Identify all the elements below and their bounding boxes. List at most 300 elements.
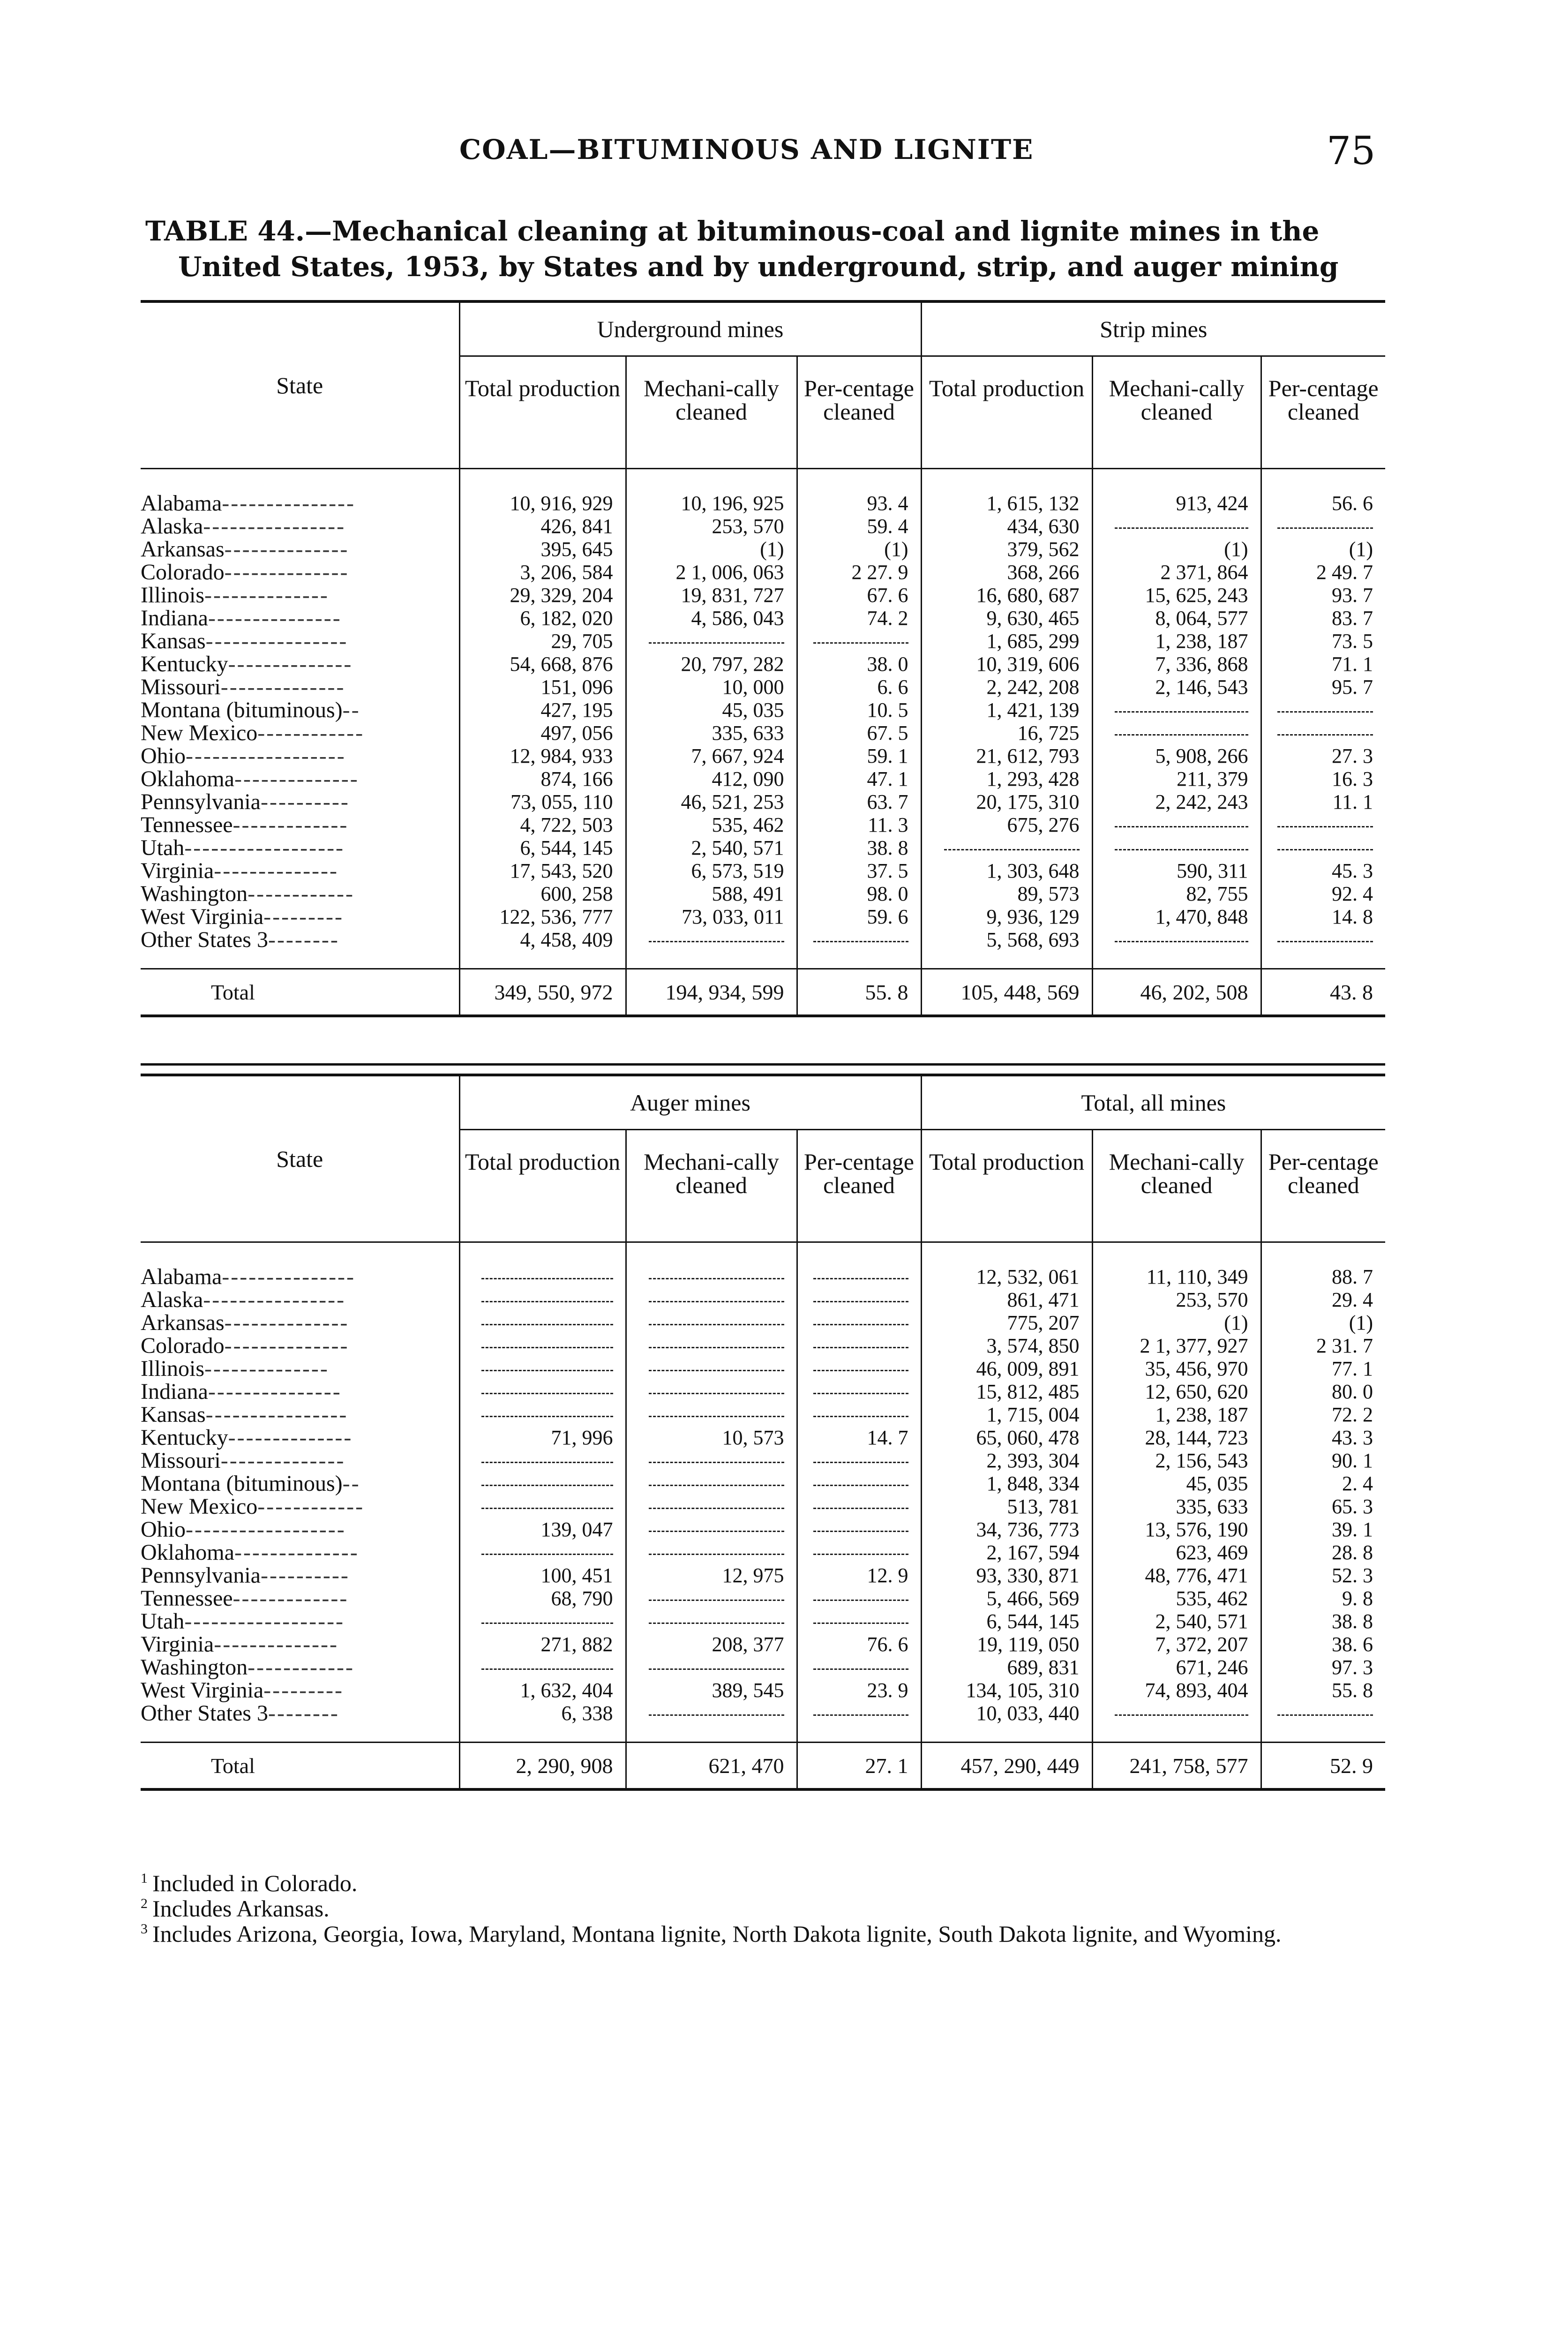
table-row <box>141 1656 1385 1679</box>
empty-dash <box>649 1554 784 1555</box>
state-label: Pennsylvania <box>141 789 261 814</box>
table-row <box>141 607 1385 630</box>
col-mechanically-cleaned: Mechani-cally cleaned <box>1092 356 1261 469</box>
empty-dash <box>649 1324 784 1325</box>
data-cell <box>626 1587 797 1610</box>
table-row <box>141 813 1385 836</box>
data-cell: 5, 908, 266 <box>1092 744 1261 767</box>
data-cell: 37. 5 <box>797 859 921 882</box>
data-cell <box>797 1656 921 1679</box>
state-label: Ohio <box>141 744 186 768</box>
data-cell: 93. 7 <box>1332 584 1373 607</box>
data-cell: 6, 182, 020 <box>459 607 626 630</box>
table-row <box>141 1380 1385 1403</box>
data-cell <box>626 1311 797 1334</box>
data-cell: 2 27. 9 <box>797 561 921 584</box>
empty-dash <box>1115 734 1248 736</box>
data-cell: 29. 4 <box>1332 1288 1373 1311</box>
col-mechanically-cleaned: Mechani-cally cleaned <box>626 356 797 469</box>
data-cell: 1, 293, 428 <box>921 767 1092 790</box>
data-cell <box>626 1472 797 1495</box>
data-cell <box>459 1472 626 1495</box>
total-row <box>141 1743 1385 1790</box>
state-name <box>141 630 459 653</box>
data-cell <box>1092 928 1261 969</box>
state-name <box>141 1311 459 1334</box>
data-cell: 10. 5 <box>797 699 921 721</box>
data-cell <box>797 1403 921 1426</box>
empty-dash <box>813 1714 908 1716</box>
data-cell: 43. 3 <box>1332 1426 1373 1449</box>
table-row <box>141 744 1385 767</box>
data-cell: 389, 545 <box>626 1679 797 1702</box>
dot-leader: -------- <box>268 1701 339 1726</box>
data-cell: 100, 451 <box>459 1564 626 1587</box>
data-cell: 2 1, 377, 927 <box>1092 1334 1261 1357</box>
table-row <box>141 767 1385 790</box>
col-total-production: Total production <box>459 1130 626 1242</box>
state-label: Kentucky <box>141 1425 228 1450</box>
table-row <box>141 1702 1385 1743</box>
data-cell: (1) <box>1349 538 1373 561</box>
data-cell: 2. 4 <box>1342 1472 1373 1495</box>
table-row <box>141 469 1385 515</box>
data-cell: 59. 4 <box>797 515 921 538</box>
state-name <box>141 699 459 721</box>
data-cell: 368, 266 <box>921 561 1092 584</box>
data-cell: 46, 009, 891 <box>921 1357 1092 1380</box>
table-row <box>141 515 1385 538</box>
footnote <box>141 1896 1388 1921</box>
strip-mines-header: Strip mines <box>921 301 1385 356</box>
auger-mines-header: Auger mines <box>459 1075 921 1130</box>
table-row <box>141 584 1385 607</box>
state-name <box>141 1403 459 1426</box>
col-percentage-cleaned: Per-centage cleaned <box>797 1130 921 1242</box>
data-cell: 93, 330, 871 <box>921 1564 1092 1587</box>
data-cell: 59. 6 <box>797 905 921 928</box>
data-cell: 23. 9 <box>797 1679 921 1702</box>
empty-dash <box>813 1370 908 1371</box>
data-cell <box>1261 813 1385 836</box>
table-row <box>141 1311 1385 1334</box>
data-cell: 134, 105, 310 <box>921 1679 1092 1702</box>
dot-leader: ------------ <box>248 881 354 906</box>
footnotes <box>141 1871 1388 1946</box>
col-total-production: Total production <box>921 1130 1092 1242</box>
empty-dash <box>649 1462 784 1463</box>
total-cell: 27. 1 <box>797 1743 921 1790</box>
data-cell: 7, 372, 207 <box>1092 1633 1261 1656</box>
data-cell <box>459 1656 626 1679</box>
data-cell: 19, 119, 050 <box>921 1633 1092 1656</box>
data-cell: 35, 456, 970 <box>1092 1357 1261 1380</box>
col-total-production: Total production <box>459 356 626 469</box>
state-name <box>141 836 459 859</box>
state-name <box>141 1426 459 1449</box>
dot-leader: --------------- <box>208 1379 342 1404</box>
data-cell <box>1092 836 1261 859</box>
empty-dash <box>813 1600 908 1601</box>
data-cell <box>797 1449 921 1472</box>
data-cell: 8, 064, 577 <box>1092 607 1261 630</box>
empty-dash <box>1115 941 1248 942</box>
data-cell <box>797 1334 921 1357</box>
footnote <box>141 1921 1388 1946</box>
total-cell: 43. 8 <box>1261 969 1385 1016</box>
data-cell: 588, 491 <box>626 882 797 905</box>
table-row <box>141 1541 1385 1564</box>
table-row <box>141 699 1385 721</box>
footnote-text: Includes Arizona, Georgia, Iowa, Maryland, Montana lignite, North Dakota lignite, South Dakota lignite, and Wyoming. <box>152 1921 1282 1947</box>
state-name <box>141 744 459 767</box>
table-row <box>141 1334 1385 1357</box>
col-total-production: Total production <box>921 356 1092 469</box>
total-cell: 241, 758, 577 <box>1092 1743 1261 1790</box>
data-cell: 623, 469 <box>1092 1541 1261 1564</box>
dot-leader: -------------- <box>220 1448 345 1473</box>
state-label: Illinois <box>141 1356 205 1381</box>
table-row <box>141 1518 1385 1541</box>
data-cell: 98. 0 <box>797 882 921 905</box>
empty-dash <box>649 642 784 644</box>
empty-dash <box>1115 826 1248 827</box>
empty-dash <box>813 1324 908 1325</box>
total-cell: 194, 934, 599 <box>626 969 797 1016</box>
empty-dash <box>813 1531 908 1532</box>
table-row <box>141 676 1385 699</box>
underground-mines-header: Underground mines <box>459 301 921 356</box>
data-cell: 82, 755 <box>1092 882 1261 905</box>
empty-dash <box>1115 711 1248 713</box>
table-row <box>141 1426 1385 1449</box>
total-all-mines-header: Total, all mines <box>921 1075 1385 1130</box>
data-cell: 68, 790 <box>459 1587 626 1610</box>
data-cell: 1, 615, 132 <box>921 469 1092 515</box>
empty-dash <box>481 1485 613 1486</box>
data-cell: 88. 7 <box>1332 1265 1373 1288</box>
total-cell: 2, 290, 908 <box>459 1743 626 1790</box>
data-cell: 2, 242, 208 <box>921 676 1092 699</box>
data-cell <box>626 1610 797 1633</box>
table-row <box>141 1449 1385 1472</box>
data-cell: 2, 242, 243 <box>1092 790 1261 813</box>
data-cell: 6. 6 <box>797 676 921 699</box>
data-cell: 15, 812, 485 <box>921 1380 1092 1403</box>
data-cell: 253, 570 <box>1092 1288 1261 1311</box>
data-cell: 513, 781 <box>921 1495 1092 1518</box>
data-cell <box>797 1610 921 1633</box>
state-label: Missouri <box>141 675 221 699</box>
table-row <box>141 1587 1385 1610</box>
state-label: New Mexico <box>141 721 258 745</box>
dot-leader: --------------- <box>222 1264 356 1289</box>
data-cell <box>459 1610 626 1633</box>
state-label: Indiana <box>141 606 208 631</box>
table-caption <box>145 213 1392 285</box>
data-cell <box>459 1449 626 1472</box>
dot-leader: -------------- <box>224 1333 349 1358</box>
data-cell <box>797 1587 921 1610</box>
table-row <box>141 653 1385 676</box>
state-name <box>141 1334 459 1357</box>
data-cell <box>1092 721 1261 744</box>
data-cell <box>797 1242 921 1289</box>
state-label: Alaska <box>141 514 203 539</box>
dot-leader: ------------- <box>233 812 349 837</box>
state-label: Ohio <box>141 1517 186 1542</box>
total-cell: 457, 290, 449 <box>921 1743 1092 1790</box>
dot-leader: -------------- <box>234 1540 359 1565</box>
data-cell <box>626 1656 797 1679</box>
data-cell: 2, 393, 304 <box>921 1449 1092 1472</box>
data-cell: 379, 562 <box>921 538 1092 561</box>
data-cell: 63. 7 <box>797 790 921 813</box>
data-cell <box>1261 928 1385 969</box>
col-mechanically-cleaned: Mechani-cally cleaned <box>1092 1130 1261 1242</box>
data-cell: 71, 996 <box>459 1426 626 1449</box>
empty-dash <box>649 1531 784 1532</box>
table-row <box>141 1495 1385 1518</box>
data-cell <box>797 1357 921 1380</box>
empty-dash <box>649 1508 784 1509</box>
state-name <box>141 1564 459 1587</box>
state-name <box>141 882 459 905</box>
data-cell <box>797 1518 921 1541</box>
empty-dash <box>649 1623 784 1624</box>
data-cell: 6, 544, 145 <box>921 1610 1092 1633</box>
empty-dash <box>481 1416 613 1417</box>
data-cell <box>626 1242 797 1289</box>
data-cell: 48, 776, 471 <box>1092 1564 1261 1587</box>
state-label: Washington <box>141 1655 248 1680</box>
table-row <box>141 928 1385 969</box>
table-row <box>141 1633 1385 1656</box>
data-cell: 1, 238, 187 <box>1092 630 1261 653</box>
state-name <box>141 859 459 882</box>
data-cell <box>797 1288 921 1311</box>
col-percentage-cleaned: Per-centage cleaned <box>1261 1130 1385 1242</box>
data-cell: 689, 831 <box>921 1656 1092 1679</box>
table-row <box>141 1564 1385 1587</box>
data-cell: 2 31. 7 <box>1316 1334 1373 1357</box>
data-cell <box>459 1288 626 1311</box>
data-cell: 46, 521, 253 <box>626 790 797 813</box>
empty-dash <box>481 1668 613 1670</box>
data-cell: (1) <box>626 538 797 561</box>
data-cell: 90. 1 <box>1332 1449 1373 1472</box>
data-cell: 434, 630 <box>921 515 1092 538</box>
total-cell: 46, 202, 508 <box>1092 969 1261 1016</box>
data-cell: 335, 633 <box>1092 1495 1261 1518</box>
data-cell: 1, 421, 139 <box>921 699 1092 721</box>
empty-dash <box>1277 941 1373 942</box>
data-cell <box>626 1357 797 1380</box>
empty-dash <box>1277 1714 1373 1716</box>
data-cell: 19, 831, 727 <box>626 584 797 607</box>
total-label: Total <box>141 969 459 1016</box>
empty-dash <box>481 1324 613 1325</box>
data-cell: 38. 6 <box>1332 1633 1373 1656</box>
footnote-mark: 1 <box>141 1871 148 1886</box>
section-divider <box>141 1063 1385 1066</box>
data-cell <box>797 1495 921 1518</box>
state-label: Kansas <box>141 629 206 654</box>
table-row <box>141 905 1385 928</box>
dot-leader: -------------- <box>204 1356 329 1381</box>
dot-leader: -------------- <box>220 675 345 699</box>
data-cell: 74, 893, 404 <box>1092 1679 1261 1702</box>
data-cell: 412, 090 <box>626 767 797 790</box>
data-cell: 10, 033, 440 <box>921 1702 1092 1743</box>
data-cell <box>626 1702 797 1743</box>
data-cell: 95. 7 <box>1332 676 1373 699</box>
data-cell <box>626 928 797 969</box>
data-cell: 74. 2 <box>797 607 921 630</box>
data-cell: 38. 8 <box>797 836 921 859</box>
table-row <box>141 836 1385 859</box>
state-name <box>141 905 459 928</box>
table-part-1 <box>141 300 1385 1017</box>
empty-dash <box>649 1485 784 1486</box>
data-cell: 38. 0 <box>797 653 921 676</box>
data-cell <box>1092 515 1261 538</box>
data-cell: 29, 329, 204 <box>459 584 626 607</box>
data-cell: 395, 645 <box>459 538 626 561</box>
data-cell: 10, 319, 606 <box>921 653 1092 676</box>
data-cell: 45, 035 <box>1092 1472 1261 1495</box>
empty-dash <box>813 1485 908 1486</box>
dot-leader: ---------------- <box>203 1287 346 1312</box>
data-cell <box>797 1472 921 1495</box>
dot-leader: --------- <box>263 1678 344 1703</box>
data-cell: 20, 797, 282 <box>626 653 797 676</box>
table-row <box>141 1403 1385 1426</box>
empty-dash <box>813 1623 908 1624</box>
data-cell: 10, 916, 929 <box>459 469 626 515</box>
data-cell: (1) <box>1092 1311 1261 1334</box>
data-cell: 2, 540, 571 <box>1092 1610 1261 1633</box>
total-row <box>141 969 1385 1016</box>
empty-dash <box>813 1393 908 1394</box>
data-cell: 34, 736, 773 <box>921 1518 1092 1541</box>
data-cell <box>459 1541 626 1564</box>
data-cell: 1, 848, 334 <box>921 1472 1092 1495</box>
data-cell <box>1261 515 1385 538</box>
data-cell: 12, 650, 620 <box>1092 1380 1261 1403</box>
state-label: Other States 3 <box>141 927 268 952</box>
col-percentage-cleaned: Per-centage cleaned <box>1261 356 1385 469</box>
state-label: West Virginia <box>141 904 264 929</box>
dot-leader: --------- <box>263 904 344 929</box>
data-cell: 12, 975 <box>626 1564 797 1587</box>
data-cell: 47. 1 <box>797 767 921 790</box>
data-cell: 14. 7 <box>797 1426 921 1449</box>
state-name <box>141 561 459 584</box>
table-row <box>141 721 1385 744</box>
data-cell <box>459 1242 626 1289</box>
footnote <box>141 1871 1388 1896</box>
dot-leader: ------------------ <box>184 1609 345 1634</box>
data-cell: 335, 633 <box>626 721 797 744</box>
empty-dash <box>1115 849 1248 850</box>
dot-leader: -------------- <box>234 766 359 791</box>
state-name <box>141 721 459 744</box>
empty-dash <box>813 1301 908 1302</box>
data-cell: 7, 667, 924 <box>626 744 797 767</box>
data-cell: 2, 540, 571 <box>626 836 797 859</box>
state-name <box>141 584 459 607</box>
data-cell: 427, 195 <box>459 699 626 721</box>
data-cell: 874, 166 <box>459 767 626 790</box>
empty-dash <box>1115 527 1248 529</box>
state-name <box>141 767 459 790</box>
state-label: Kentucky <box>141 652 228 676</box>
state-label: Tennessee <box>141 1586 233 1611</box>
state-label: Virginia <box>141 858 214 883</box>
dot-leader: ---------------- <box>205 629 348 654</box>
data-cell: 6, 544, 145 <box>459 836 626 859</box>
data-cell: 29, 705 <box>459 630 626 653</box>
empty-dash <box>481 1393 613 1394</box>
data-cell: 253, 570 <box>626 515 797 538</box>
data-cell <box>459 1403 626 1426</box>
total-cell: 52. 9 <box>1261 1743 1385 1790</box>
state-label: Alabama <box>141 491 222 516</box>
state-label: Indiana <box>141 1379 208 1404</box>
state-label: Pennsylvania <box>141 1563 261 1588</box>
dot-leader: -------------- <box>204 583 329 608</box>
empty-dash <box>649 941 784 942</box>
data-cell: 27. 3 <box>1332 744 1373 767</box>
data-cell: 1, 685, 299 <box>921 630 1092 653</box>
data-cell: 590, 311 <box>1092 859 1261 882</box>
empty-dash <box>649 1393 784 1394</box>
data-cell: 2, 167, 594 <box>921 1541 1092 1564</box>
data-cell: 497, 056 <box>459 721 626 744</box>
data-cell: 67. 5 <box>797 721 921 744</box>
data-cell <box>1092 813 1261 836</box>
state-label: Oklahoma <box>141 766 234 791</box>
data-cell: 65, 060, 478 <box>921 1426 1092 1449</box>
data-cell: 39. 1 <box>1332 1518 1373 1541</box>
data-cell <box>797 1380 921 1403</box>
data-cell: 38. 8 <box>1332 1610 1373 1633</box>
data-cell: 671, 246 <box>1092 1656 1261 1679</box>
data-cell <box>1092 699 1261 721</box>
footnote-text: Included in Colorado. <box>152 1870 358 1896</box>
data-cell: 20, 175, 310 <box>921 790 1092 813</box>
dot-leader: --------------- <box>222 491 356 516</box>
data-cell: 2 49. 7 <box>1316 561 1373 584</box>
table-row <box>141 630 1385 653</box>
state-name <box>141 653 459 676</box>
data-cell: 16, 725 <box>921 721 1092 744</box>
footnote-mark: 2 <box>141 1896 148 1912</box>
data-cell <box>921 836 1092 859</box>
data-cell: 10, 196, 925 <box>626 469 797 515</box>
state-name <box>141 676 459 699</box>
data-cell: 11. 3 <box>797 813 921 836</box>
data-cell: 9, 936, 129 <box>921 905 1092 928</box>
dot-leader: -------------- <box>214 1632 338 1657</box>
data-cell: 9. 8 <box>1342 1587 1373 1610</box>
data-cell <box>1261 721 1385 744</box>
data-cell: 861, 471 <box>921 1288 1092 1311</box>
empty-dash <box>649 1301 784 1302</box>
data-cell: 14. 8 <box>1332 905 1373 928</box>
table-row <box>141 1242 1385 1289</box>
